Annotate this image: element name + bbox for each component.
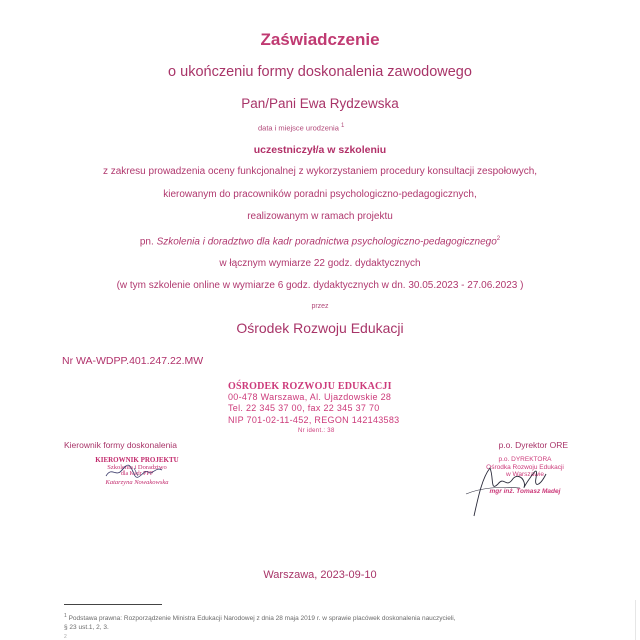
training-project-line: realizowanym w ramach projektu	[247, 211, 393, 222]
scan-edge	[635, 600, 636, 640]
stamp-signatory-name: Katarzyna Nowakowska	[105, 479, 169, 486]
online-hours: (w tym szkolenie online w wymiarze 6 godz. dydaktycznych w dn. 30.05.2023 - 27.06.2023 )	[116, 280, 524, 291]
organization-stamp	[228, 381, 428, 437]
certificate-number: Nr WA-WDPP.401.247.22.MW	[62, 355, 204, 367]
stamp-address: 00-478 Warszawa, Al. Ujazdowskie 28	[228, 392, 392, 403]
right-signature-role: p.o. Dyrektor ORE	[498, 440, 568, 450]
left-signature-role: Kierownik formy doskonalenia	[64, 440, 177, 450]
footnote-ref-1: 1	[340, 123, 345, 129]
training-audience-line: kierowanym do pracowników poradni psychologiczno-pedagogicznych,	[163, 189, 477, 200]
handwritten-signature-icon	[104, 462, 164, 480]
footnote-marker: 1	[64, 613, 67, 619]
stamp-line: w Warszawie	[505, 471, 545, 478]
stamp-line: KIEROWNIK PROJEKTU	[95, 456, 179, 464]
place-and-date: Warszawa, 2023-09-10	[263, 569, 377, 581]
stamp-line: Szkolenia i Doradztwo	[107, 464, 167, 471]
date-of-birth-label	[258, 123, 344, 133]
footnote-ref-2: 2	[496, 236, 501, 242]
stamp-line: dla Kadr PPP	[120, 471, 154, 477]
left-signature-block	[64, 440, 234, 486]
project-prefix: pn.	[139, 236, 154, 248]
stamp-ids: NIP 701-02-11-452, REGON 142143583	[228, 414, 400, 425]
total-hours: w łącznym wymiarze 22 godz. dydaktycznych	[219, 258, 421, 269]
stamp-nr-ident: Nr ident.: 38	[298, 427, 335, 434]
footnote-divider	[64, 604, 162, 605]
certificate-subtitle: o ukończeniu formy doskonalenia zawodowego	[168, 64, 472, 80]
handwritten-signature-icon	[460, 458, 560, 518]
right-signature-block	[460, 440, 590, 495]
by-label: przez	[311, 303, 329, 310]
footnote-marker: 2	[64, 634, 67, 640]
stamp-phone: Tel. 22 345 37 00, fax 22 345 37 70	[228, 403, 380, 414]
footnote-1	[64, 613, 456, 622]
stamp-signatory-name: mgr inż. Tomasz Madej	[489, 487, 561, 495]
organization-name: Ośrodek Rozwoju Edukacji	[236, 320, 404, 336]
stamp-line: p.o. DYREKTORA	[498, 456, 552, 463]
footnote-text: Podstawa prawna: Rozporządzenie Ministra Edukacji Narodowej z dnia 28 maja 2019 r. w sprawie placówek doskonalenia nauczycieli,	[68, 615, 456, 623]
project-name-line	[0, 236, 640, 247]
stamp-line: Ośrodka Rozwoju Edukacji	[486, 463, 564, 471]
training-scope-line: z zakresu prowadzenia oceny funkcjonalnej z wykorzystaniem procedury konsultacji zespołowych,	[102, 166, 538, 177]
dob-label-text: data i miejsce urodzenia	[258, 123, 339, 133]
footnote-1-continued: § 23 ust.1, 2, 3.	[64, 624, 109, 631]
certificate-title: Zaświadczenie	[260, 30, 380, 49]
project-name: Szkolenia i doradztwo dla kadr poradnictwa psychologiczno-pedagogicznego	[156, 236, 497, 248]
footnote-2	[64, 634, 67, 640]
stamp-org-name: OŚRODEK ROZWOJU EDUKACJI	[228, 381, 392, 392]
recipient-name: Pan/Pani Ewa Rydzewska	[241, 96, 399, 111]
participated-statement: uczestniczył/a w szkoleniu	[253, 144, 387, 156]
